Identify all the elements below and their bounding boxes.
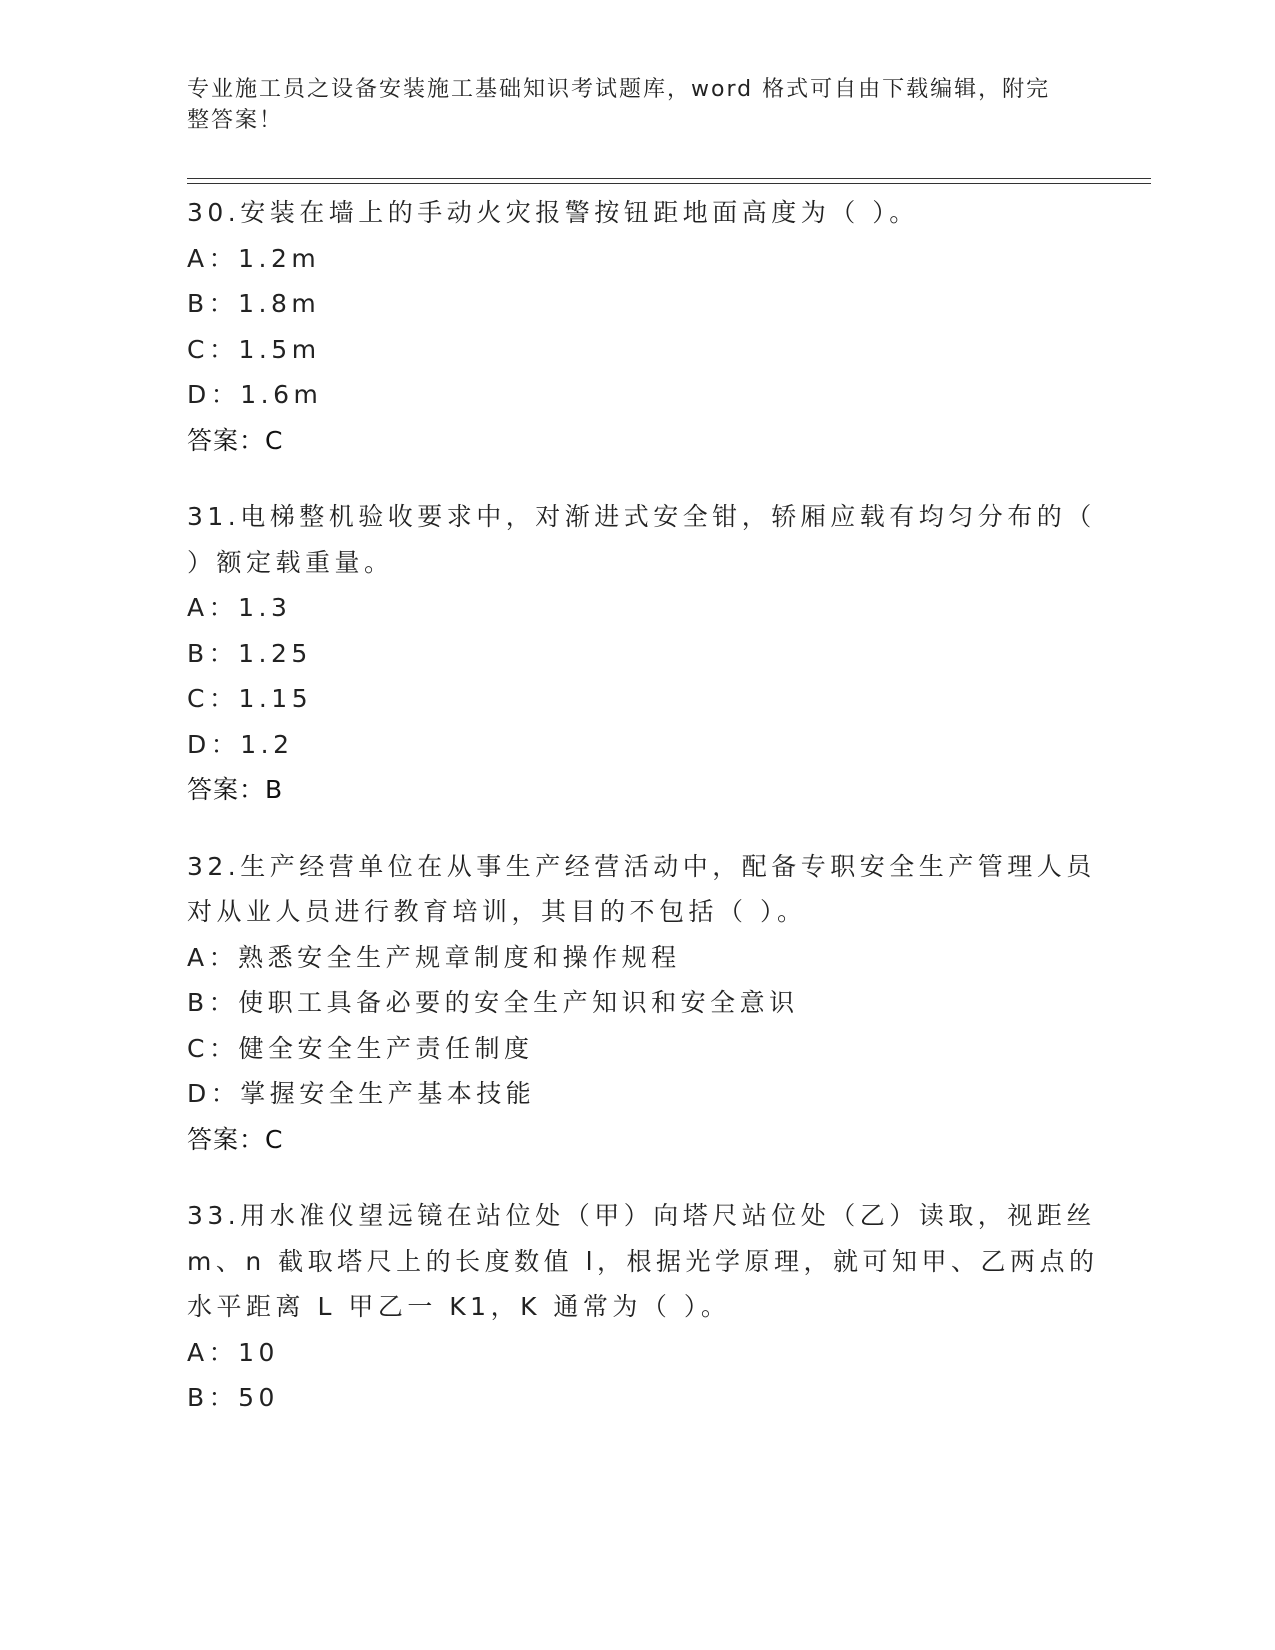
question-32 bbox=[187, 844, 1096, 1163]
question-stem-continued: m、n 截取塔尺上的长度数值 l，根据光学原理，就可知甲、乙两点的 bbox=[187, 1246, 1099, 1276]
answer-line: 答案：C bbox=[187, 1124, 284, 1154]
question-list bbox=[187, 190, 1099, 1452]
option-c: C：1.15 bbox=[187, 684, 313, 713]
header-divider-top bbox=[187, 178, 1151, 179]
option-b: B：50 bbox=[187, 1383, 279, 1412]
option-a: A：1.2m bbox=[187, 243, 321, 273]
option-a: A：10 bbox=[187, 1337, 279, 1367]
question-33 bbox=[187, 1193, 1099, 1421]
option-b: B：使职工具备必要的安全生产知识和安全意识 bbox=[187, 988, 799, 1017]
question-stem: 30.安装在墙上的手动火灾报警按钮距地面高度为（ ）。 bbox=[187, 198, 919, 227]
answer-line: 答案：B bbox=[187, 775, 284, 804]
option-d: D：1.6m bbox=[187, 380, 323, 409]
question-31 bbox=[187, 494, 1096, 813]
question-stem: 31.电梯整机验收要求中，对渐进式安全钳，轿厢应载有均匀分布的（ bbox=[187, 502, 1096, 531]
question-stem-continued: 水平距离 L 甲乙一 K1，K 通常为（ ）。 bbox=[187, 1292, 731, 1321]
question-stem-continued: ）额定载重量。 bbox=[187, 547, 394, 577]
question-stem-continued: 对从业人员进行教育培训，其目的不包括（ ）。 bbox=[187, 897, 807, 926]
option-a: A：熟悉安全生产规章制度和操作规程 bbox=[187, 942, 681, 972]
question-stem: 32.生产经营单位在从事生产经营活动中，配备专职安全生产管理人员 bbox=[187, 851, 1096, 881]
question-stem: 33.用水准仪望远镜在站位处（甲）向塔尺站位处（乙）读取，视距丝 bbox=[187, 1201, 1096, 1230]
answer-line: 答案：C bbox=[187, 425, 284, 455]
option-b: B：1.25 bbox=[187, 638, 312, 668]
header-divider-bottom bbox=[187, 183, 1151, 184]
option-d: D：1.2 bbox=[187, 729, 294, 759]
option-c: C：健全安全生产责任制度 bbox=[187, 1033, 534, 1063]
option-b: B：1.8m bbox=[187, 289, 321, 318]
header-line-1: 专业施工员之设备安装施工基础知识考试题库，word 格式可自由下载编辑，附完 bbox=[187, 77, 1051, 102]
option-a: A：1.3 bbox=[187, 593, 292, 622]
option-d: D：掌握安全生产基本技能 bbox=[187, 1079, 536, 1108]
question-30 bbox=[187, 190, 1087, 463]
header-line-2: 整答案！ bbox=[187, 108, 284, 133]
option-c: C：1.5m bbox=[187, 334, 321, 364]
document-header bbox=[187, 74, 1067, 136]
